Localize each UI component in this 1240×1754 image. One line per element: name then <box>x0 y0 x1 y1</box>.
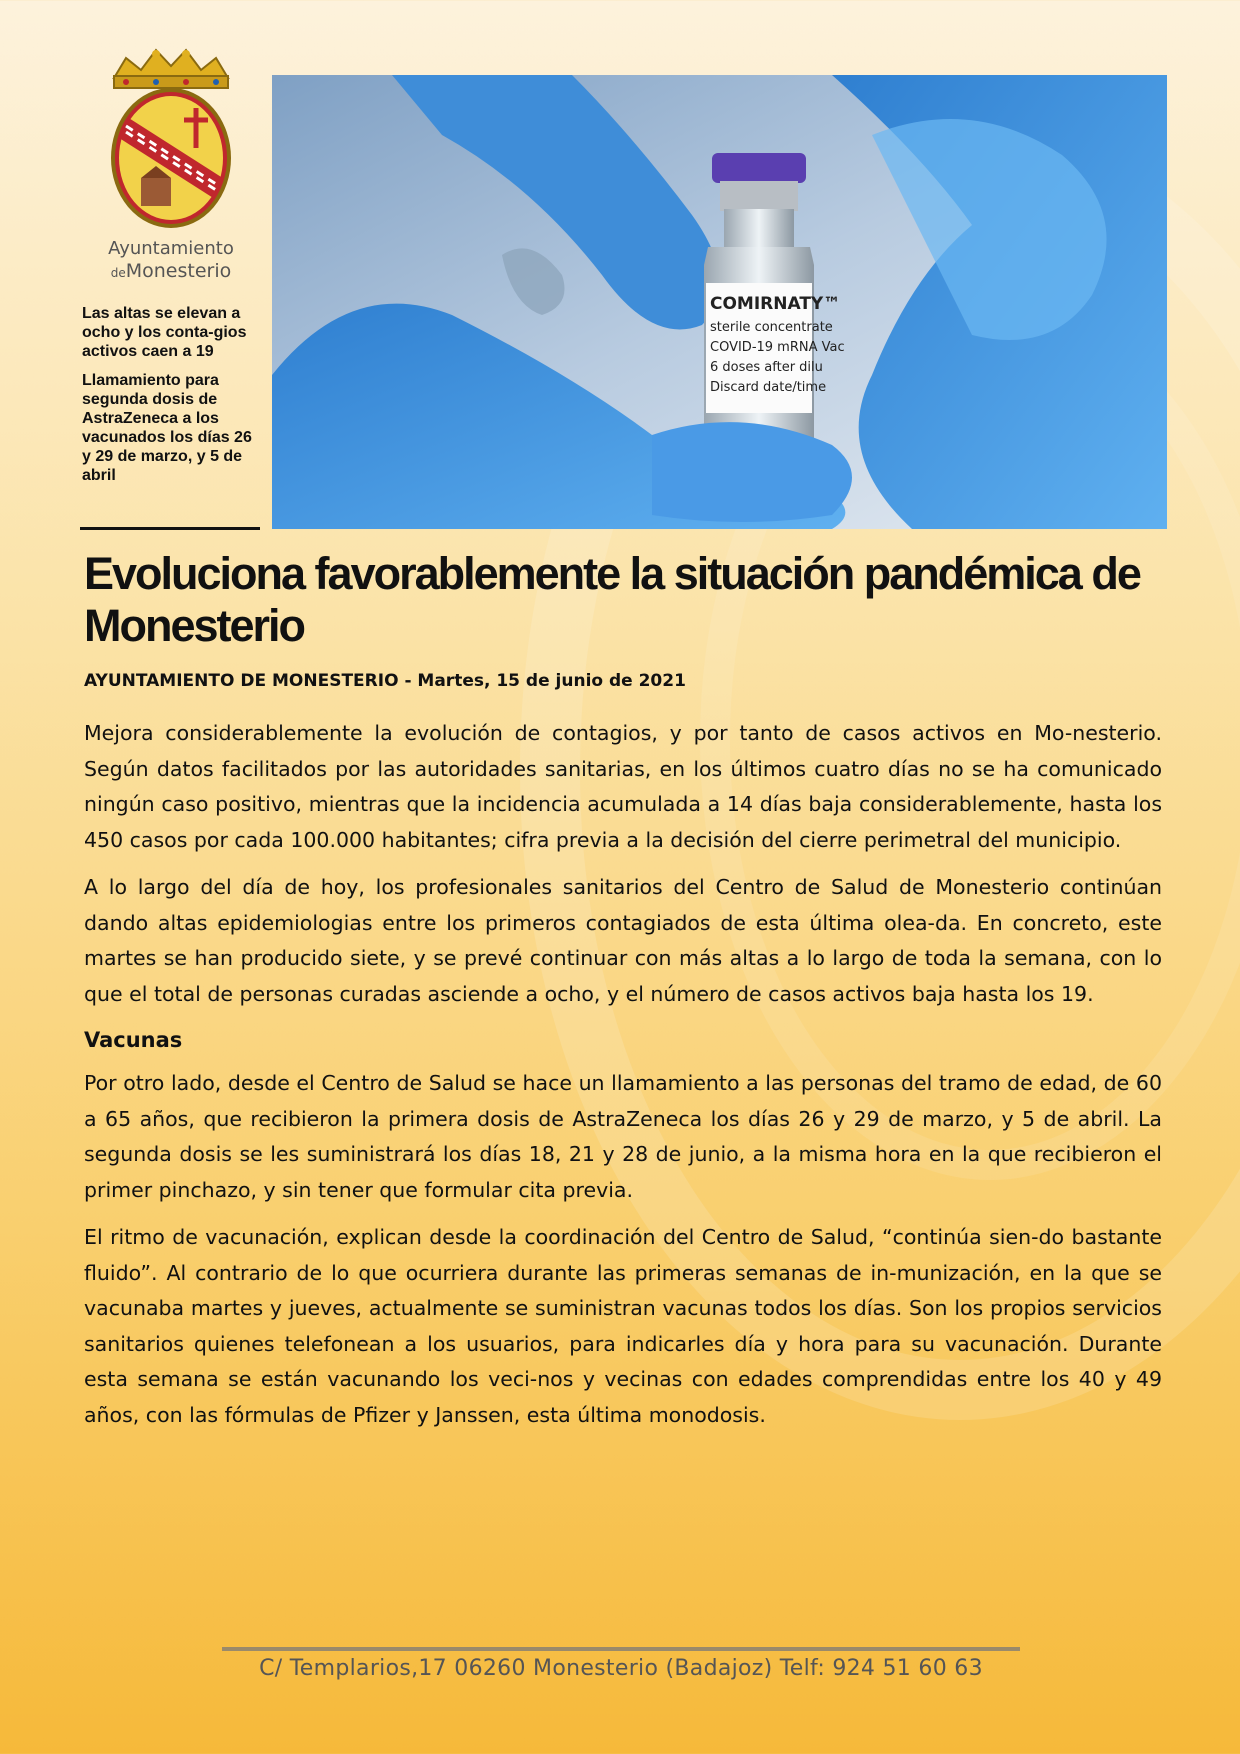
article-byline: AYUNTAMIENTO DE MONESTERIO - Martes, 15 de junio de 2021 <box>84 671 686 691</box>
logo-line-2-prefix: de <box>110 266 126 280</box>
logo-line-1: Ayuntamiento <box>108 238 234 259</box>
vial-label-line-5: Discard date/time <box>710 380 827 395</box>
paragraph-2: A lo largo del día de hoy, los profesionales sanitarios del Centro de Salud de Monesterio continúan dando altas epidemiologias entre los primeros contagiados de esta última olea-da. En concreto, este martes se han producido siete, y se prevé continuar con más altas a lo largo de toda la semana, con lo que el total de personas curadas asciende a ocho, y el número de casos activos baja hasta los 19. <box>84 875 1162 1006</box>
logo-text <box>96 238 246 284</box>
coat-of-arms-icon <box>96 48 246 238</box>
footer-address: C/ Templarios,17 06260 Monesterio (Badajoz) Telf: 924 51 60 63 <box>259 1656 983 1681</box>
sidebar-divider <box>80 527 260 530</box>
article-headline: Evoluciona favorablemente la situación pandémica de Monesterio <box>84 548 1140 651</box>
paragraph-4: El ritmo de vacunación, explican desde la coordinación del Centro de Salud, “continúa sien-do bastante fluido”. Al contrario de lo que ocurriera durante las primeras semanas de in-munización, en la que se vacunaba martes y jueves, actualmente se suministran vacunas todos los días. Son los propios servicios sanitarios quienes telefonean a los usuarios, para indicarles día y hora para su vacunación. Durante esta semana se están vacunando los veci-nos y vecinas con edades comprendidas entre los 40 y 49 años, con las fórmulas de Pfizer y Janssen, esta última monodosis. <box>84 1225 1162 1427</box>
footer-divider <box>222 1647 1020 1651</box>
paragraph-1: Mejora considerablemente la evolución de contagios, y por tanto de casos activos en Mo-nesterio. Según datos facilitados por las autoridades sanitarias, en los últimos cuatro días no se ha comunicado ningún caso positivo, mientras que la incidencia acumulada a 14 días baja considerablemente, hasta los 450 casos por cada 100.000 habitantes; cifra previa a la decisión del cierre perimetral del municipio. <box>84 721 1162 852</box>
paragraph-3: Por otro lado, desde el Centro de Salud se hace un llamamiento a las personas del tramo de edad, de 60 a 65 años, que recibieron la primera dosis de AstraZeneca los días 26 y 29 de marzo, y 5 de abril. La segunda dosis se les suministrará los días 18, 21 y 28 de junio, a la misma hora en la que recibieron el primer pinchazo, y sin tener que formular cita previa. <box>84 1071 1162 1202</box>
subheading-vacunas: Vacunas <box>84 1028 183 1052</box>
municipal-coat-of-arms <box>96 48 246 288</box>
sidebar-highlights <box>82 304 258 495</box>
vial-label-line-1: COMIRNATY™ <box>710 294 841 314</box>
article-body <box>84 716 1162 1445</box>
vial-label-line-2: sterile concentrate <box>710 320 833 335</box>
vaccine-photo <box>272 75 1167 529</box>
vial-label-line-3: COVID-19 mRNA Vac <box>710 340 845 355</box>
logo-line-2 <box>96 260 246 284</box>
vial-label-line-4: 6 doses after dilu <box>710 360 823 375</box>
logo-line-2-name: Monesterio <box>125 260 232 282</box>
highlight-1: Las altas se elevan a ocho y los conta-gios activos caen a 19 <box>82 305 247 360</box>
vaccine-vial-image <box>272 75 1167 529</box>
highlight-2: Llamamiento para segunda dosis de AstraZeneca a los vacunados los días 26 y 29 de marzo, y 5 de abril <box>82 372 252 484</box>
